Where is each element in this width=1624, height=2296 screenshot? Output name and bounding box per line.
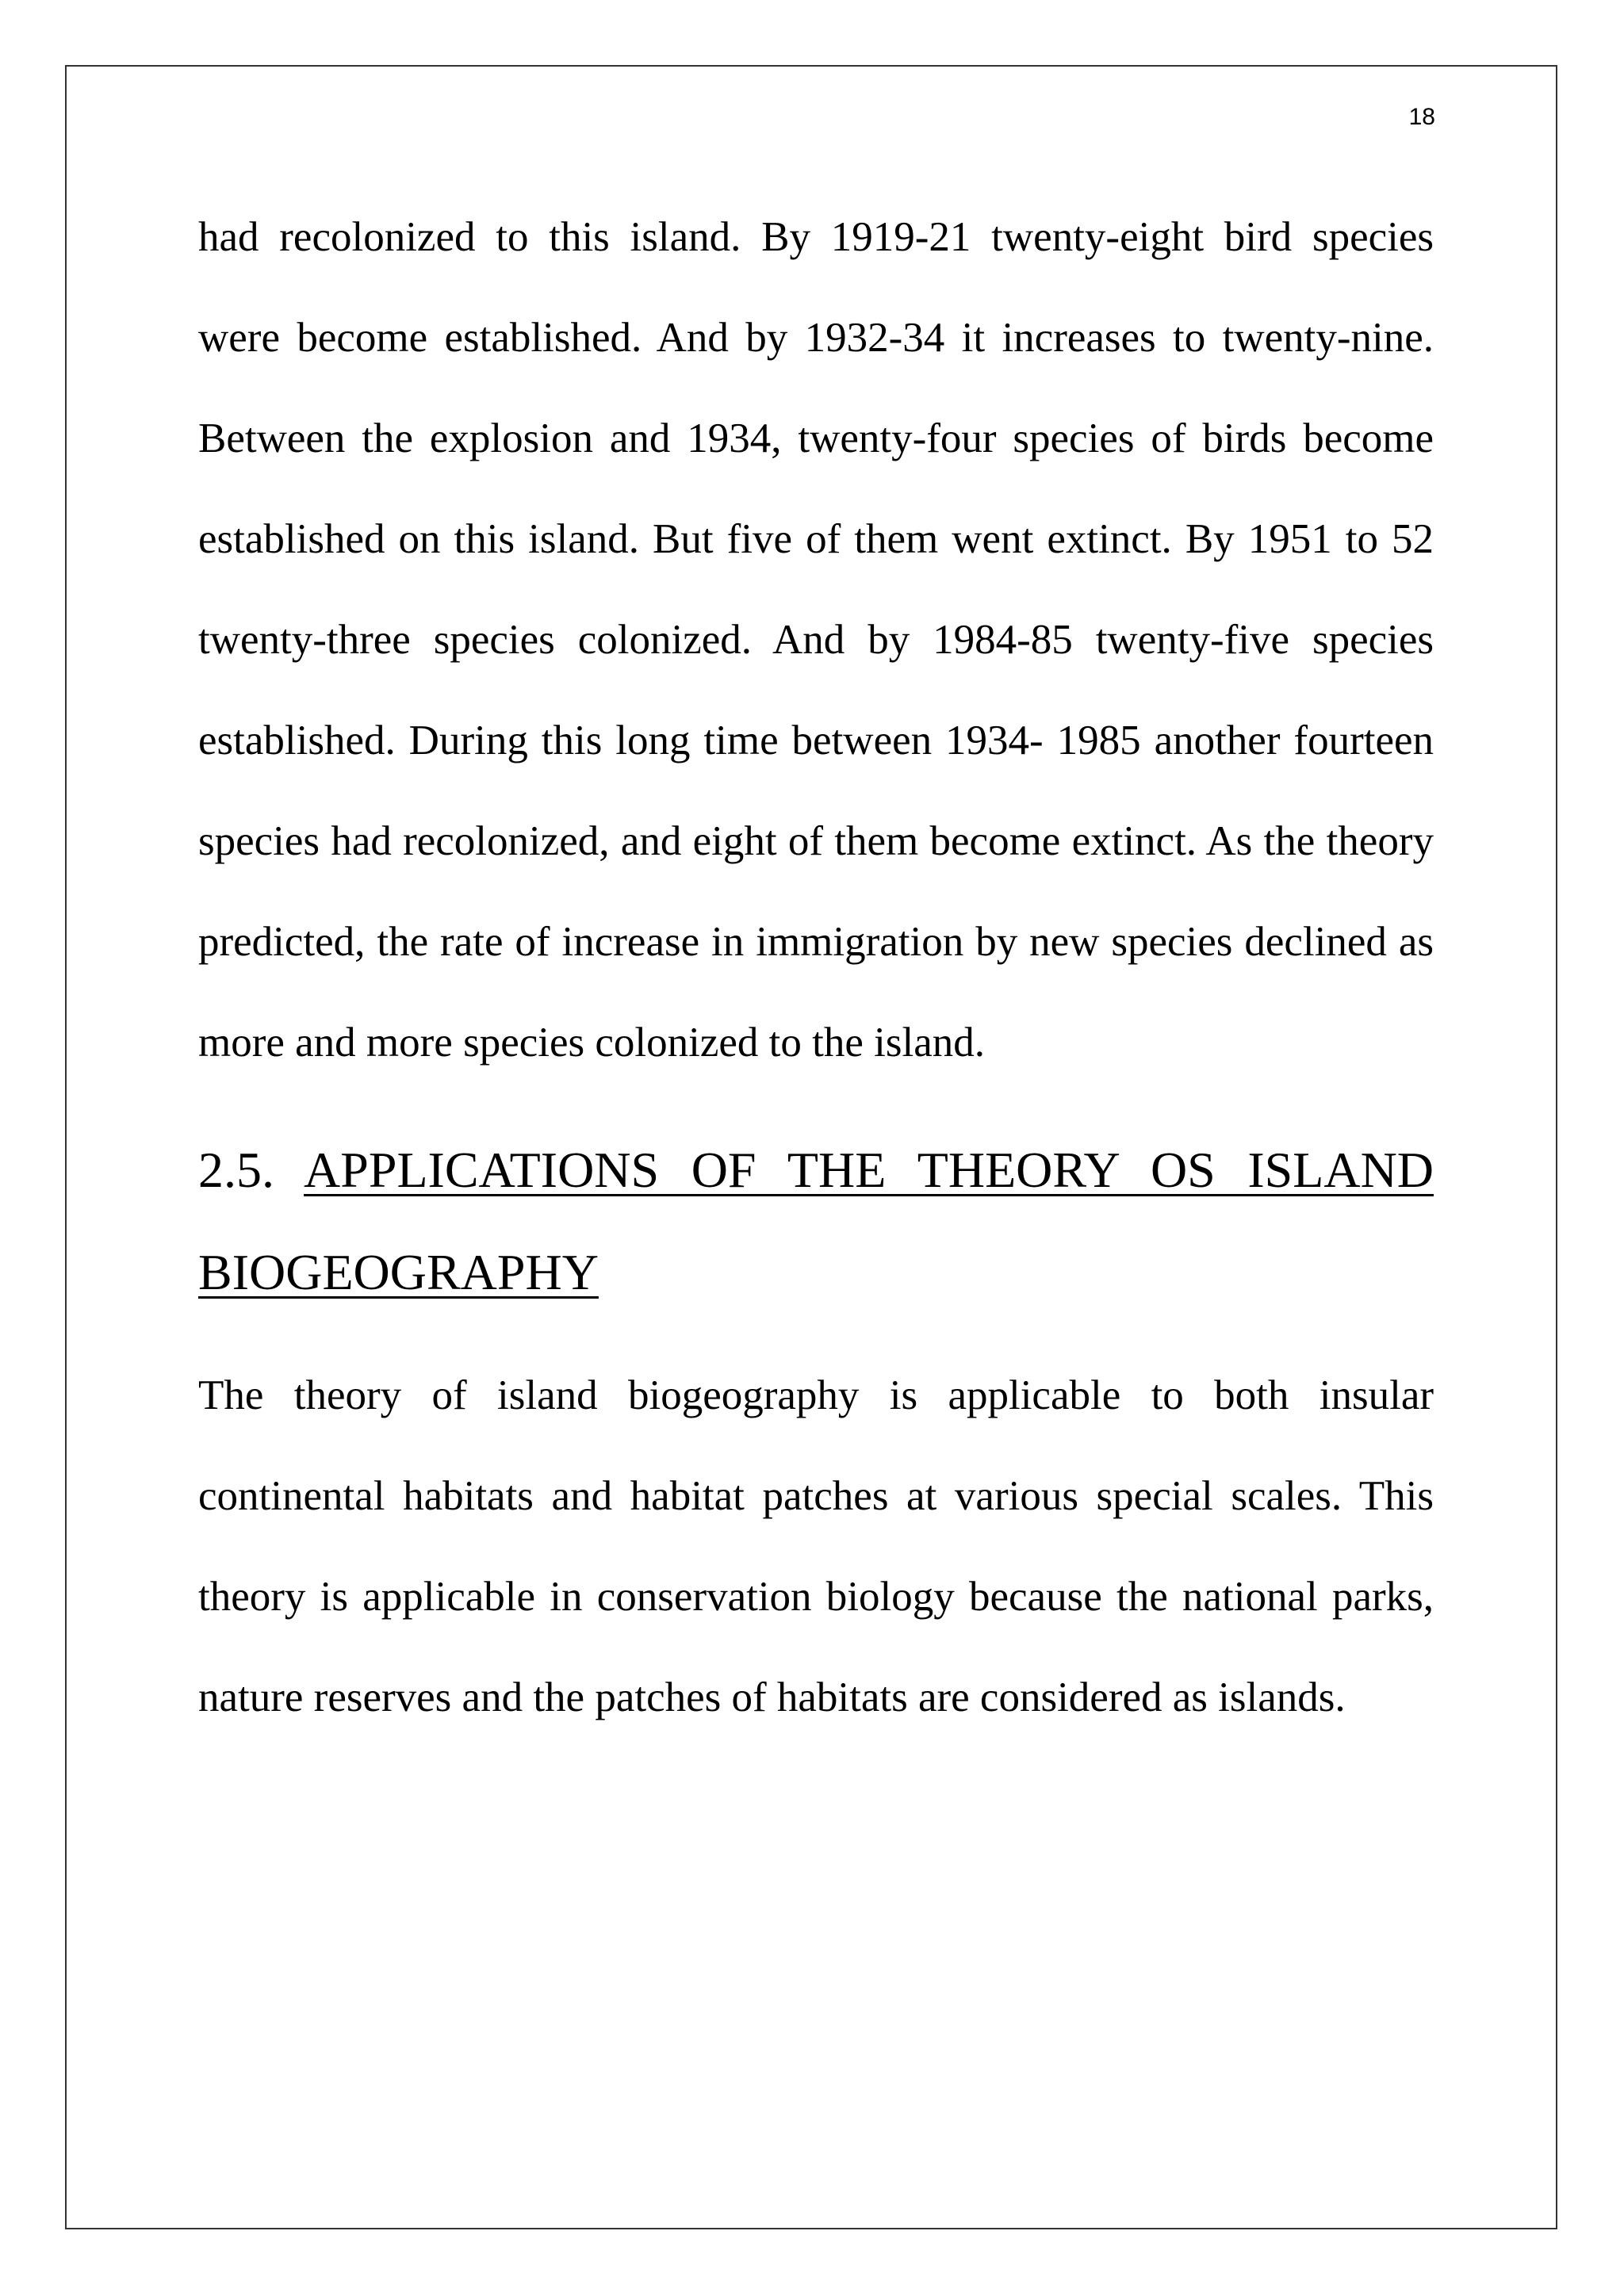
page-content [198, 187, 1434, 1748]
body-paragraph-2: The theory of island biogeography is applicable to both insular continental habitats and habitat patches at various special scales. This theory is applicable in conservation biology because the national parks, nature reserves and the patches of habitats are considered as islands. [198, 1372, 1434, 1720]
page-number: 18 [1408, 104, 1435, 130]
section-title: APPLICATIONS OF THE THEORY OS ISLAND BIOGEOGRAPHY [198, 1142, 1434, 1300]
section-number: 2.5. [198, 1142, 274, 1198]
body-paragraph-1: had recolonized to this island. By 1919-21 twenty-eight bird species were become established. And by 1932-34 it increases to twenty-nine. Between the explosion and 1934, twenty-four species of birds become established on this island. But five of them went extinct. By 1951 to 52 twenty-three species colonized. And by 1984-85 twenty-five species established. During this long time between 1934- 1985 another fourteen species had recolonized, and eight of them become extinct. As the theory predicted, the rate of increase in immigration by new species declined as more and more species colonized to the island. [198, 214, 1434, 1066]
section-heading [198, 1119, 1434, 1323]
